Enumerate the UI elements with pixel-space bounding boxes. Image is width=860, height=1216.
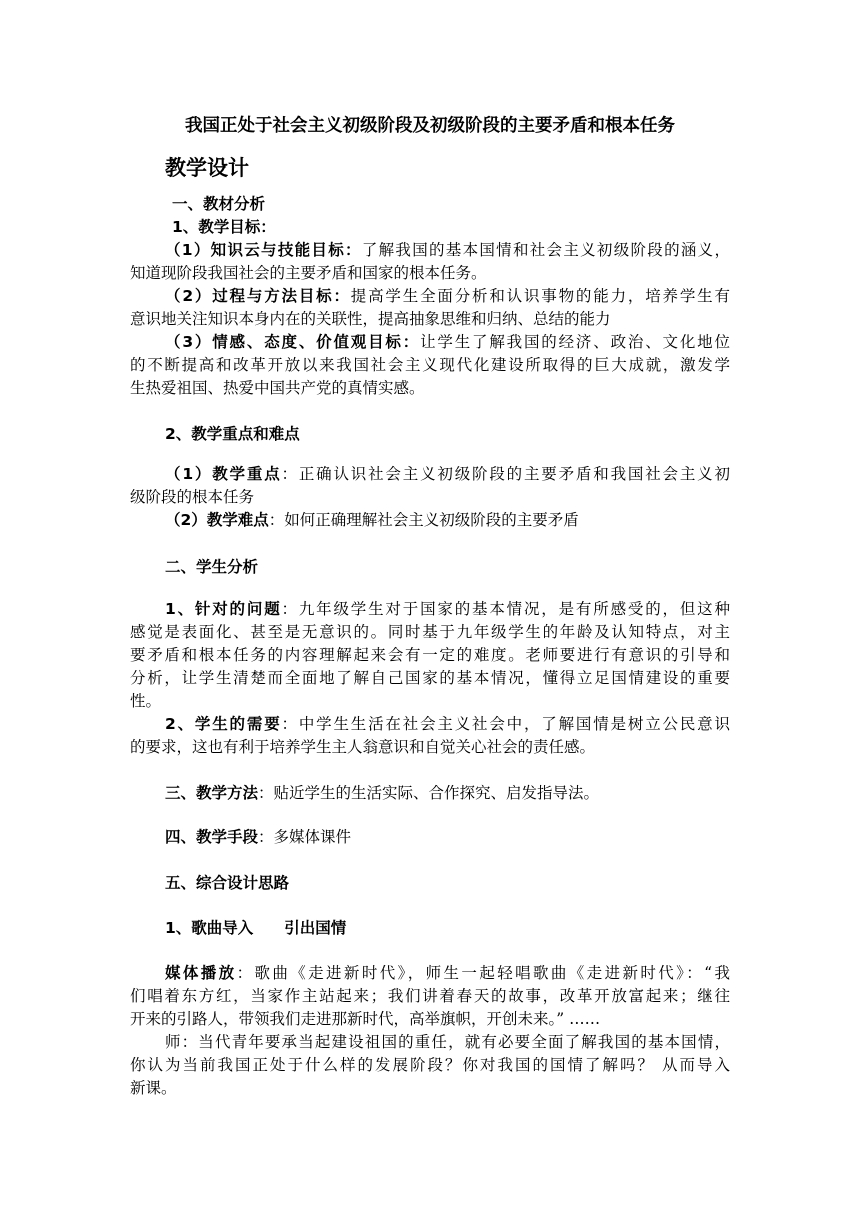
paragraph-line: 知道现阶段我国社会的主要矛盾和国家的根本任务。 [130,264,487,282]
paragraph-line: 们唱着东方红，当家作主站起来；我们讲着春天的故事，改革开放富起来；继往 [130,987,730,1005]
paragraph-line: 的要求，这也有利于培养学生主人翁意识和自觉关心社会的责任感。 [130,738,596,756]
document-title: 我国正处于社会主义初级阶段及初级阶段的主要矛盾和根本任务 [185,116,675,136]
paragraph-line: 级阶段的根本任务 [130,488,255,506]
paragraph-line: 分析，让学生清楚而全面地了解自己国家的基本情况，懂得立足国情建设的重要 [130,669,730,687]
student-needs: 2、学生的需要：中学生生活在社会主义社会中，了解国情是树立公民意识 [165,715,730,733]
paragraph-line: 生热爱祖国、热爱中国共产党的真情实感。 [130,379,425,397]
key-point: （1）教学重点：正确认识社会主义初级阶段的主要矛盾和我国社会主义初 [165,465,730,483]
difficult-point: （2）教学难点：如何正确理解社会主义初级阶段的主要矛盾 [165,511,579,529]
goal-knowledge: （1）知识云与技能目标：了解我国的基本国情和社会主义初级阶段的涵义， [165,241,730,259]
student-problem: 1、针对的问题：九年级学生对于国家的基本情况，是有所感受的，但这种 [165,600,730,618]
paragraph-line: 意识地关注知识本身内在的关联性，提高抽象思维和归纳、总结的能力 [130,310,611,328]
paragraph-line: 要矛盾和根本任务的内容理解起来会有一定的难度。老师要进行有意识的引导和 [130,646,730,664]
teaching-means: 四、教学手段：多媒体课件 [165,828,352,846]
media-play: 媒体播放：歌曲《走进新时代》，师生一起轻唱歌曲《走进新时代》：“我 [165,964,730,982]
section-heading: 一、教材分析 [172,195,266,213]
subsection-heading: 2、教学重点和难点 [165,425,300,443]
section-heading: 五、综合设计思路 [165,874,290,892]
subsection-heading: 1、歌曲导入 引出国情 [165,919,347,937]
paragraph-line: 开来的引路人，带领我们走进那新时代，高举旗帜，开创未来。” …… [130,1010,601,1028]
subsection-heading: 1、教学目标： [172,218,276,236]
teaching-method: 三、教学方法：贴近学生的生活实际、合作探究、启发指导法。 [165,784,600,802]
document-subtitle: 教学设计 [165,156,249,180]
paragraph-line: 感觉是表面化、甚至是无意识的。同时基于九年级学生的年龄及认知特点，对主 [130,623,730,641]
goal-process: （2）过程与方法目标：提高学生全面分析和认识事物的能力，培养学生有 [165,287,730,305]
paragraph-line: 你认为当前我国正处于什么样的发展阶段？你对我国的国情了解吗？ 从而导入 [130,1056,730,1074]
paragraph-line: 新课。 [130,1079,177,1097]
paragraph-line: 性。 [130,692,162,710]
goal-emotion: （3）情感、态度、价值观目标：让学生了解我国的经济、政治、文化地位 [165,333,730,351]
teacher-prompt: 师：当代青年要承当起建设祖国的重任，就有必要全面了解我国的基本国情， [165,1033,730,1051]
section-heading: 二、学生分析 [165,558,259,576]
paragraph-line: 的不断提高和改革开放以来我国社会主义现代化建设所取得的巨大成就，激发学 [130,356,730,374]
